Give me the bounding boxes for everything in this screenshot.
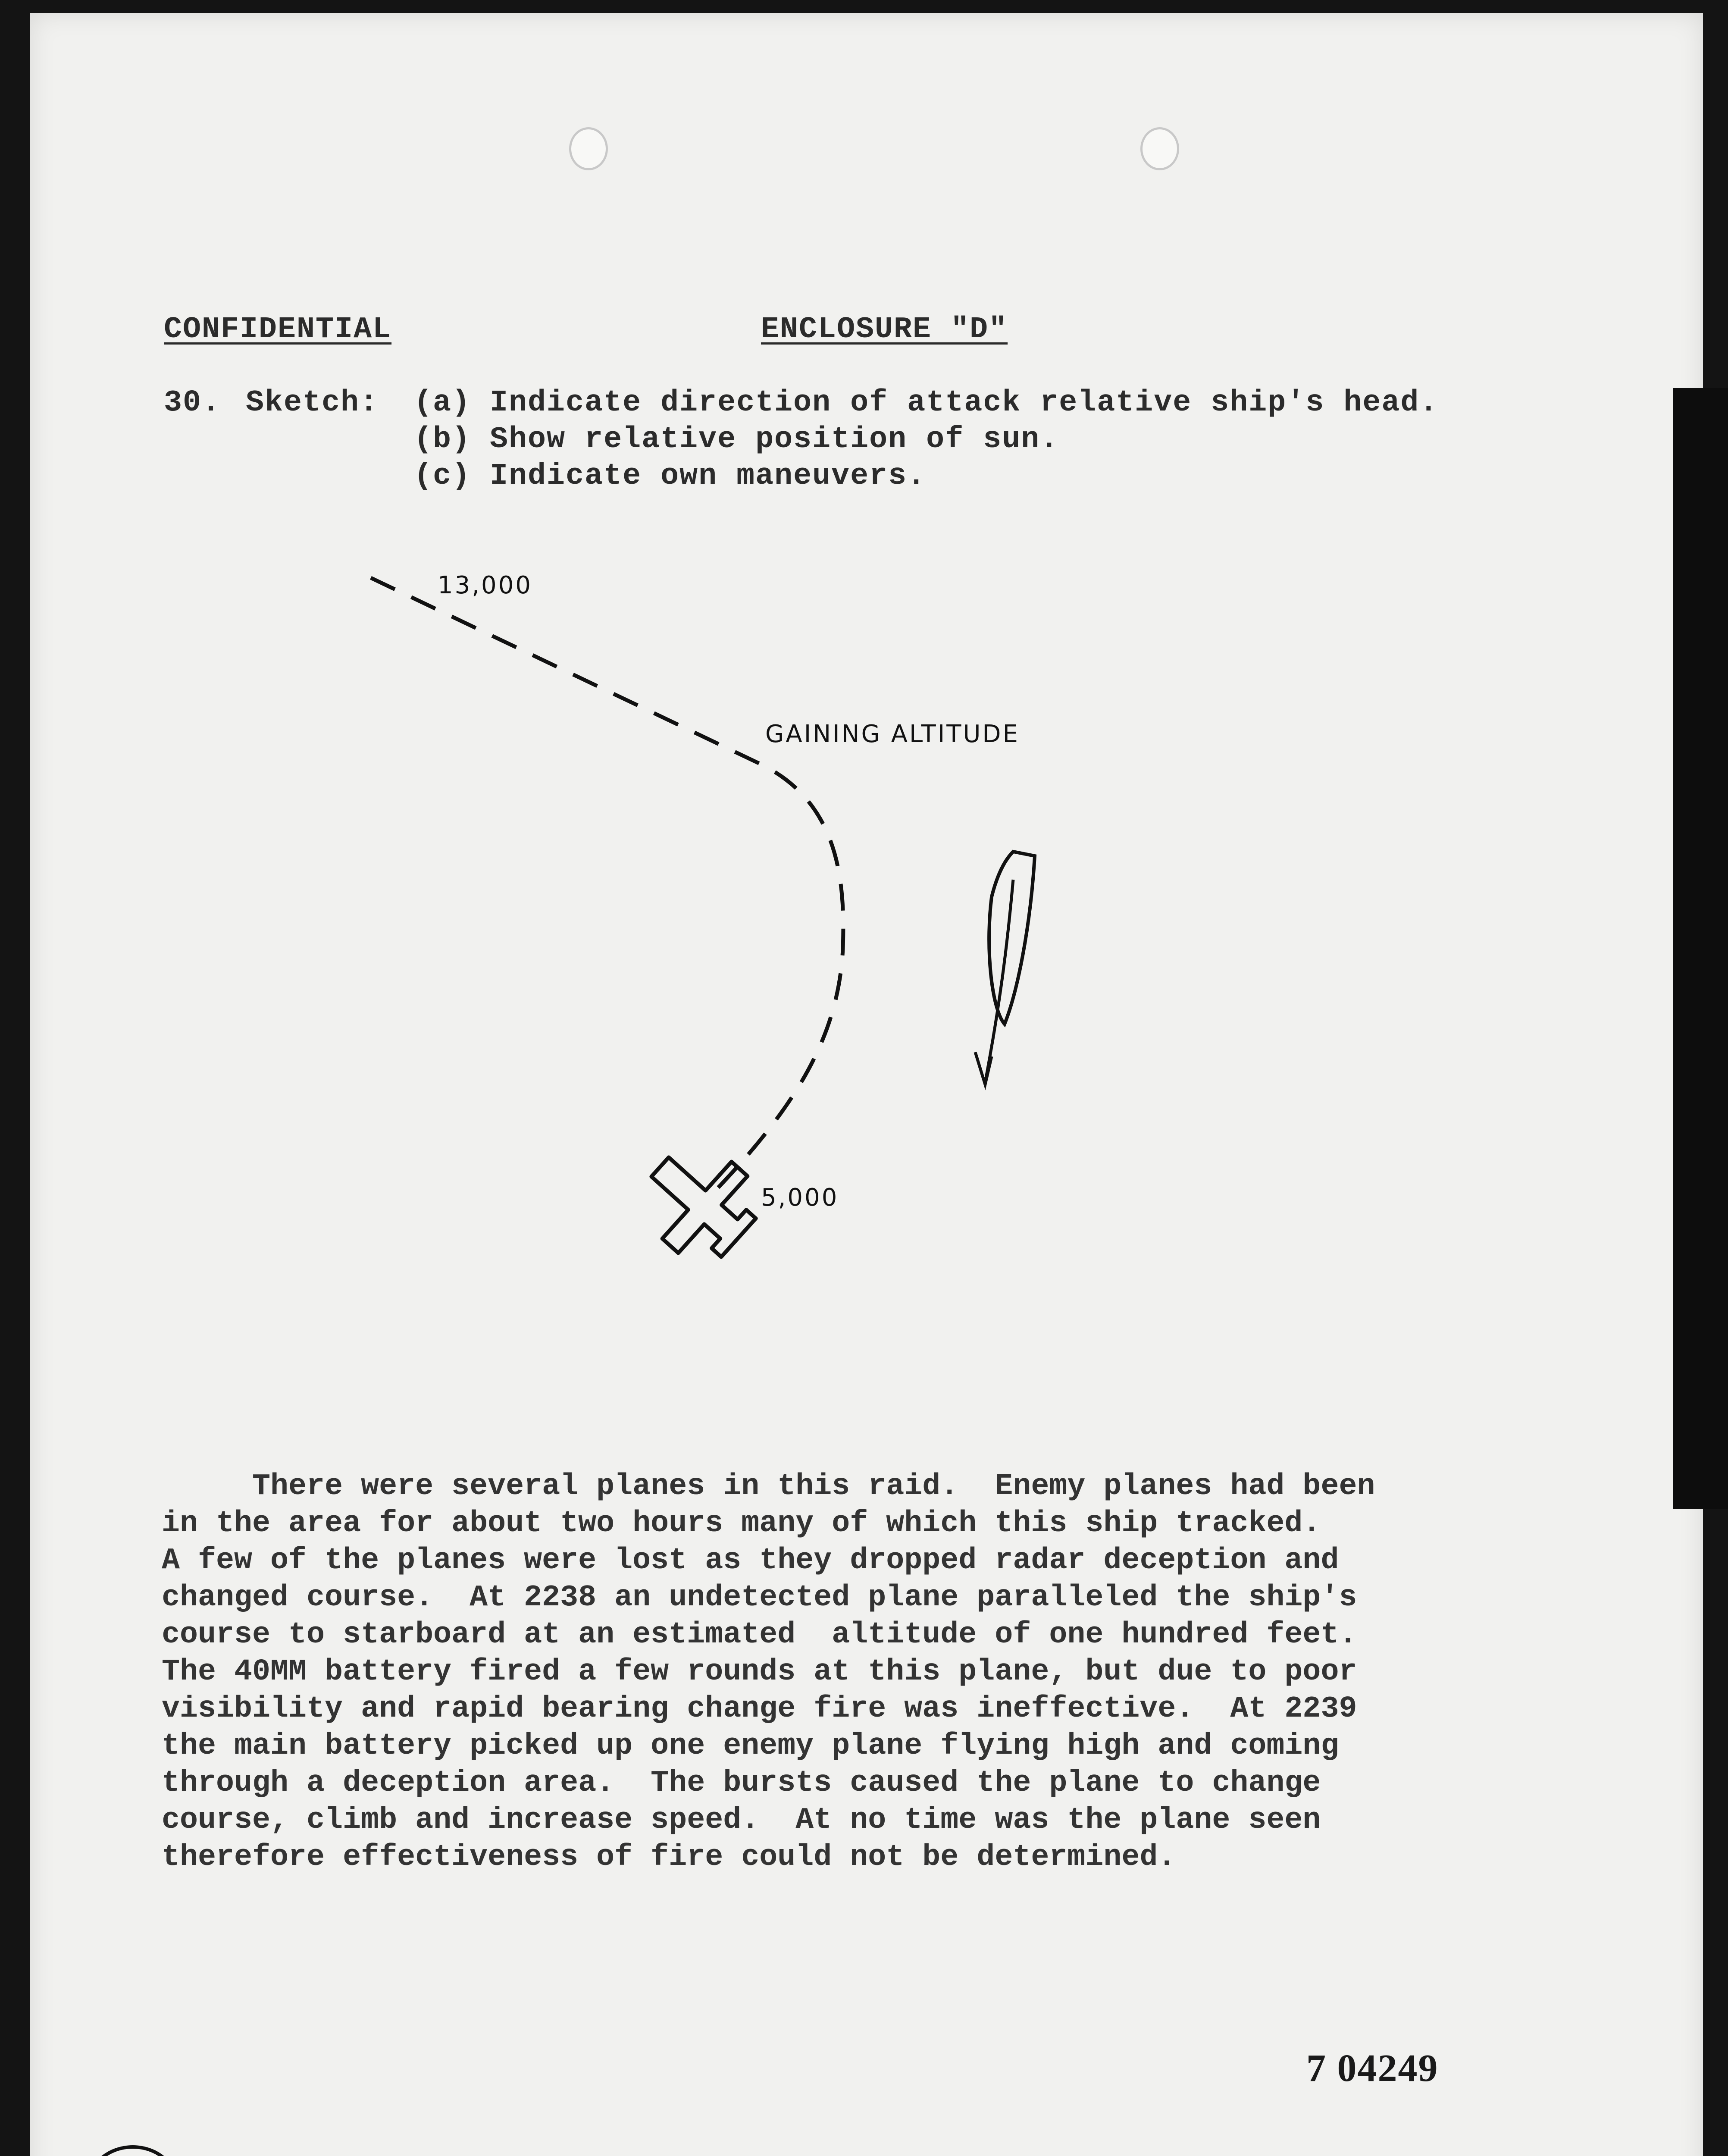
item-label: Sketch: — [246, 386, 379, 420]
narrative-line: course to starboard at an estimated altitude of one hundred feet. — [162, 1618, 1357, 1652]
classification-label: CONFIDENTIAL — [164, 313, 392, 347]
altitude-end-label: 5,000 — [761, 1184, 839, 1212]
narrative-line: course, climb and increase speed. At no time was the plane seen — [162, 1803, 1321, 1837]
narrative-line: The 40MM battery fired a few rounds at this plane, but due to poor — [162, 1655, 1357, 1689]
narrative-line: A few of the planes were lost as they dropped radar deception and — [162, 1544, 1339, 1578]
narrative-paragraph — [162, 1468, 1584, 1876]
narrative-line: in the area for about two hours many of which this ship tracked. — [162, 1507, 1321, 1541]
narrative-line: the main battery picked up one enemy plane flying high and coming — [162, 1729, 1339, 1763]
enclosure-label: ENCLOSURE "D" — [761, 313, 1008, 347]
altitude-start-label: 13,000 — [438, 571, 532, 599]
narrative-line: visibility and rapid bearing change fire was ineffective. At 2239 — [162, 1692, 1357, 1726]
serial-number: 7 04249 — [1306, 2047, 1439, 2090]
maneuver-label: GAINING ALTITUDE — [765, 720, 1020, 748]
narrative-line: through a deception area. The bursts caused the plane to change — [162, 1766, 1321, 1800]
narrative-line: therefore effectiveness of fire could not be determined. — [162, 1840, 1176, 1874]
instruction-c: (c) Indicate own maneuvers. — [414, 459, 927, 493]
ship-icon — [975, 852, 1035, 1084]
item-number: 30. — [164, 386, 221, 420]
narrative-line: changed course. At 2238 an undetected plane paralleled the ship's — [162, 1581, 1357, 1615]
instruction-b: (b) Show relative position of sun. — [414, 423, 1059, 457]
attack-path — [371, 578, 843, 1188]
narrative-line: There were several planes in this raid. Enemy planes had been — [162, 1470, 1375, 1504]
instruction-a: (a) Indicate direction of attack relative ship's head. — [414, 386, 1439, 420]
